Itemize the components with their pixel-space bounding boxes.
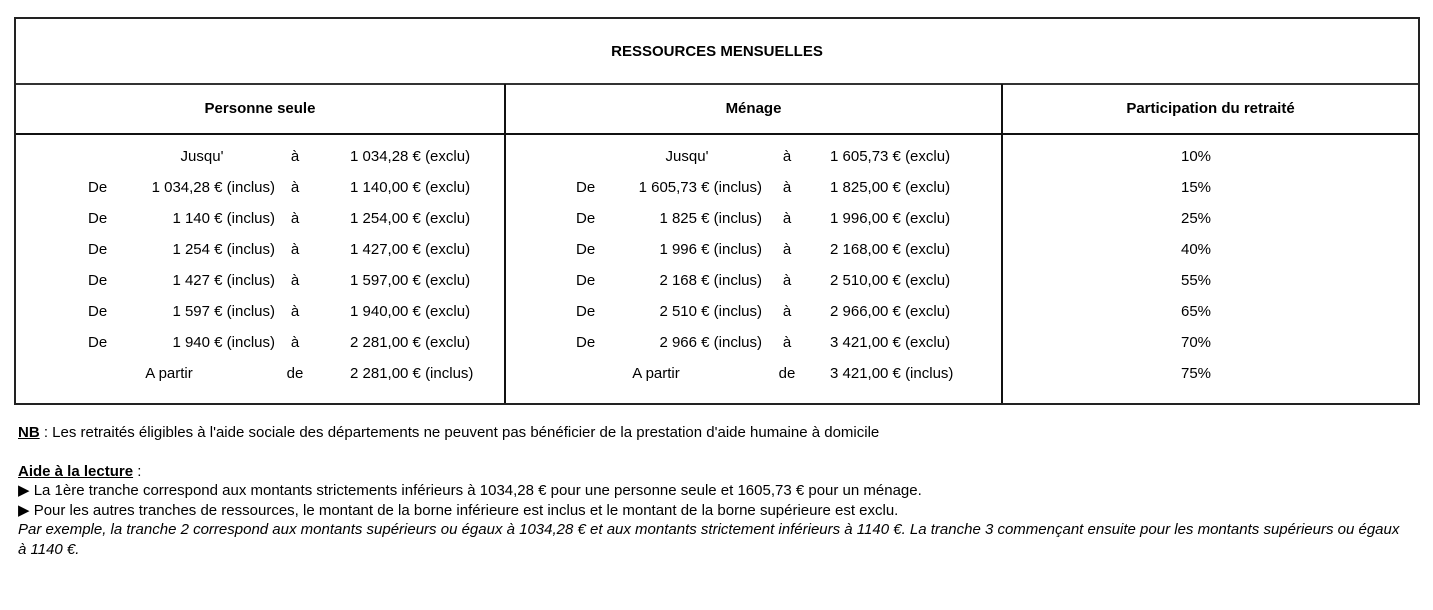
- single-lower-bound: 1 427 € (inclus): [172, 272, 275, 289]
- single-lower-bound: 1 940 € (inclus): [172, 334, 275, 351]
- single-separator: à: [290, 241, 300, 258]
- table-body: [16, 135, 1418, 403]
- single-lower-bound: 1 034,28 € (inclus): [151, 179, 275, 196]
- participation-rate: 15%: [1180, 179, 1212, 196]
- household-lower-bound: 1 605,73 € (inclus): [638, 179, 762, 196]
- table-row: [16, 327, 1418, 358]
- single-upper-bound: 2 281,00 € (inclus): [350, 365, 474, 382]
- single-separator: à: [290, 148, 300, 165]
- household-upper-bound: 1 996,00 € (exclu): [830, 210, 951, 227]
- single-separator: à: [290, 303, 300, 320]
- nb-text: : Les retraités éligibles à l'aide sociale des départements ne peuvent pas bénéficier de la prestation d'aide humaine à domicile: [39, 424, 880, 441]
- household-upper-bound: 2 510,00 € (exclu): [830, 272, 951, 289]
- nb-note: [18, 423, 1418, 443]
- household-separator: à: [782, 272, 792, 289]
- participation-rate: 75%: [1180, 365, 1212, 382]
- table-header-row: [16, 84, 1418, 135]
- single-upper-bound: 1 940,00 € (exclu): [350, 303, 471, 320]
- participation-rate: 10%: [1180, 148, 1212, 165]
- household-prefix: De: [576, 179, 596, 196]
- nb-label: NB: [18, 424, 40, 441]
- participation-rate: 55%: [1180, 272, 1212, 289]
- reading-aid-label: Aide à la lecture: [18, 462, 134, 480]
- reading-aid-bullet-2: ▶ Pour les autres tranches de ressources, le montant de la borne inférieure est inclus et le montant de la borne supérieure est exclu.: [18, 501, 899, 519]
- household-upper-bound: 2 168,00 € (exclu): [830, 241, 951, 258]
- household-lower-bound: 1 996 € (inclus): [659, 241, 762, 258]
- header-household: Ménage: [725, 100, 782, 117]
- single-upper-bound: 1 140,00 € (exclu): [350, 179, 471, 196]
- household-prefix: De: [576, 334, 596, 351]
- single-separator: à: [290, 334, 300, 351]
- household-lower-bound: 2 966 € (inclus): [659, 334, 762, 351]
- household-prefix: De: [576, 210, 596, 227]
- table-row: [16, 358, 1418, 389]
- single-prefix: De: [88, 272, 108, 289]
- reading-aid-example: Par exemple, la tranche 2 correspond aux montants supérieurs ou égaux à 1034,28 € et aux montants strictement inférieurs à 1140 €. La tranche 3 commençant ensuite pour les montants supérieurs ou égaux à 1140 €.: [18, 521, 1400, 558]
- single-separator: à: [290, 179, 300, 196]
- header-single: Personne seule: [204, 100, 316, 117]
- participation-rate: 25%: [1180, 210, 1212, 227]
- table-title: RESSOURCES MENSUELLES: [16, 19, 1418, 85]
- header-participation: Participation du retraité: [1126, 100, 1295, 117]
- household-separator: à: [782, 210, 792, 227]
- table-row: [16, 296, 1418, 327]
- reading-aid-bullet-1: ▶ La 1ère tranche correspond aux montants strictements inférieurs à 1034,28 € pour une personne seule et 1605,73 € pour un ménage.: [18, 482, 922, 499]
- table-row: [16, 203, 1418, 234]
- single-prefix: De: [88, 179, 108, 196]
- single-lower-bound: 1 140 € (inclus): [172, 210, 275, 227]
- household-prefix: De: [576, 303, 596, 320]
- household-upper-bound: 1 605,73 € (exclu): [830, 148, 951, 165]
- single-lower-bound: A partir: [145, 365, 193, 382]
- household-separator: à: [782, 241, 792, 258]
- single-upper-bound: 1 034,28 € (exclu): [350, 148, 471, 165]
- household-separator: à: [782, 179, 792, 196]
- table-row: [16, 172, 1418, 203]
- household-lower-bound: 1 825 € (inclus): [659, 210, 762, 227]
- household-separator: à: [782, 334, 792, 351]
- household-lower-bound: 2 510 € (inclus): [659, 303, 762, 320]
- household-upper-bound: 2 966,00 € (exclu): [830, 303, 951, 320]
- single-prefix: De: [88, 303, 108, 320]
- household-separator: à: [782, 303, 792, 320]
- single-upper-bound: 1 597,00 € (exclu): [350, 272, 471, 289]
- household-upper-bound: 3 421,00 € (exclu): [830, 334, 951, 351]
- table-row: [16, 141, 1418, 172]
- single-separator: de: [286, 365, 304, 382]
- single-upper-bound: 1 254,00 € (exclu): [350, 210, 471, 227]
- household-lower-bound: 2 168 € (inclus): [659, 272, 762, 289]
- reading-aid-heading: Aide à la lecture :: [18, 462, 142, 480]
- single-prefix: De: [88, 210, 108, 227]
- participation-rate: 40%: [1180, 241, 1212, 258]
- single-upper-bound: 2 281,00 € (exclu): [350, 334, 471, 351]
- single-lower-bound: 1 597 € (inclus): [172, 303, 275, 320]
- household-prefix: De: [576, 241, 596, 258]
- single-prefix: De: [88, 241, 108, 258]
- resources-table: [14, 17, 1420, 405]
- single-separator: à: [290, 272, 300, 289]
- single-prefix: De: [88, 334, 108, 351]
- household-upper-bound: 3 421,00 € (inclus): [830, 365, 954, 382]
- single-lower-bound: 1 254 € (inclus): [172, 241, 275, 258]
- notes-section: [18, 423, 1418, 559]
- single-separator: à: [290, 210, 300, 227]
- household-lower-bound: Jusqu': [665, 148, 709, 165]
- table-row: [16, 234, 1418, 265]
- household-upper-bound: 1 825,00 € (exclu): [830, 179, 951, 196]
- household-prefix: De: [576, 272, 596, 289]
- household-separator: de: [778, 365, 796, 382]
- household-lower-bound: A partir: [632, 365, 680, 382]
- participation-rate: 70%: [1180, 334, 1212, 351]
- participation-rate: 65%: [1180, 303, 1212, 320]
- single-lower-bound: Jusqu': [180, 148, 224, 165]
- single-upper-bound: 1 427,00 € (exclu): [350, 241, 471, 258]
- table-row: [16, 265, 1418, 296]
- household-separator: à: [782, 148, 792, 165]
